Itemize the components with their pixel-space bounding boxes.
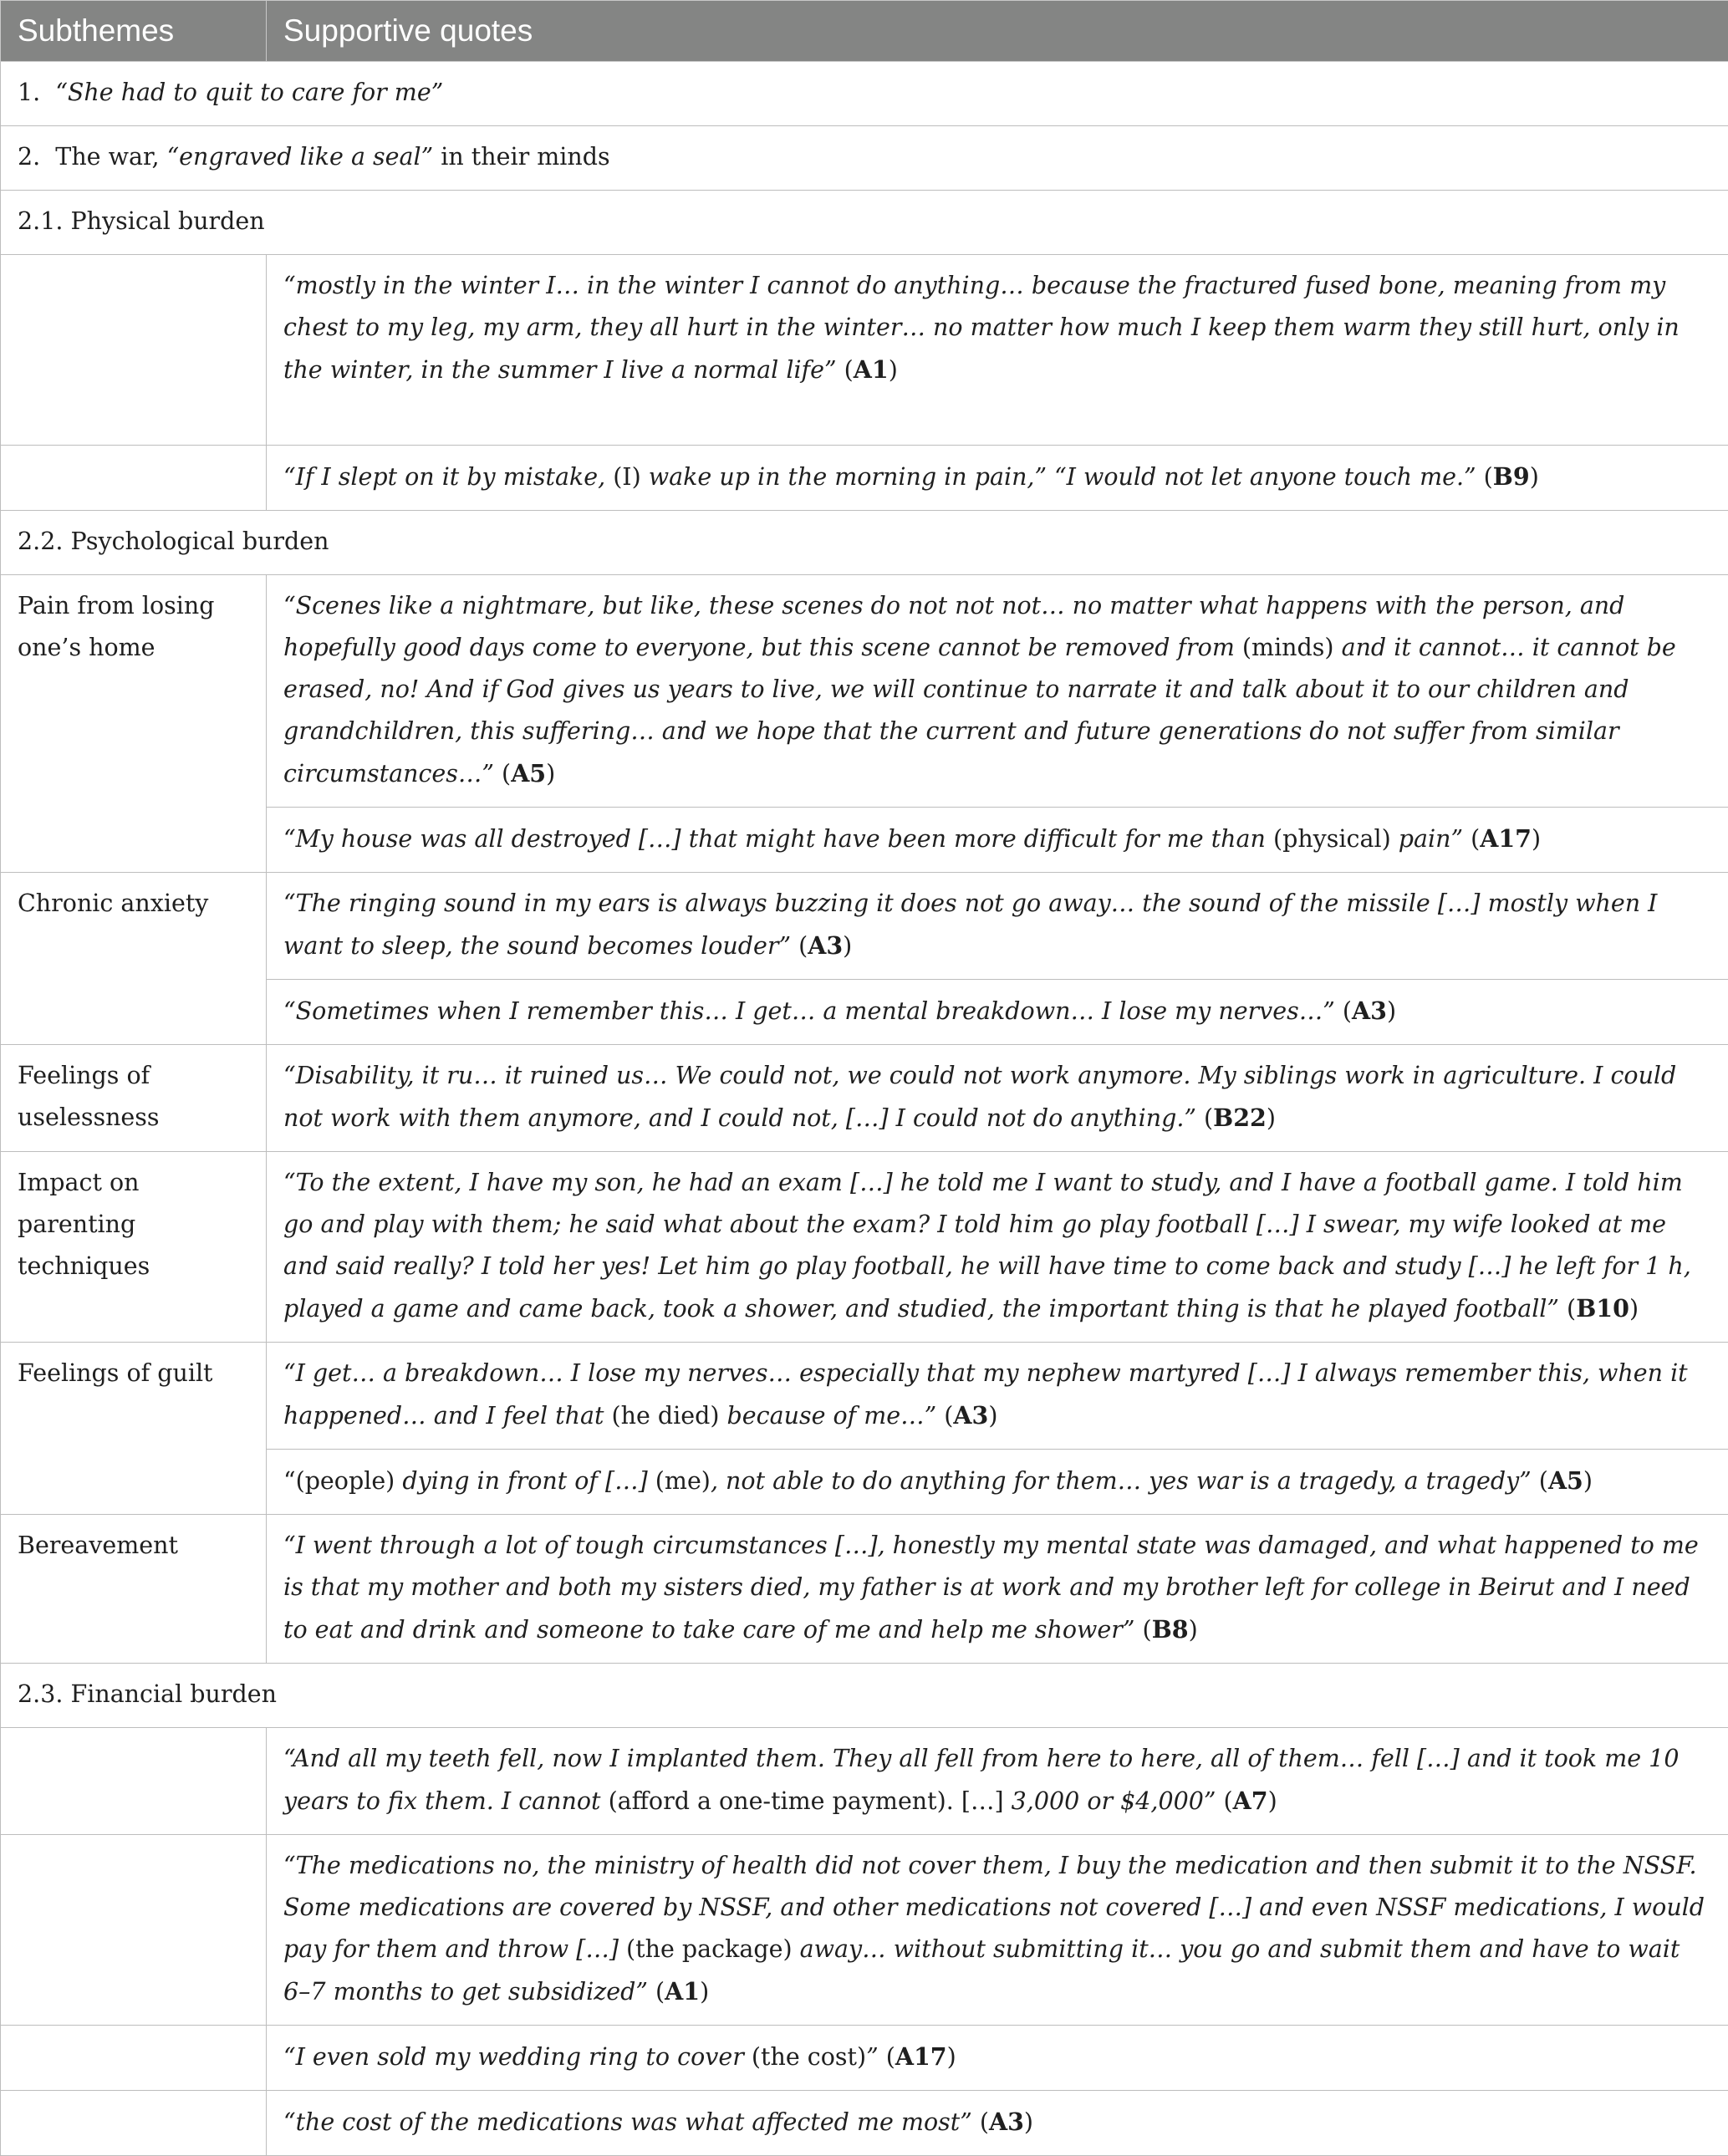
table-body [1, 62, 1728, 2156]
subtheme-cell: Pain from losing one’s home [1, 575, 267, 873]
quote-cell: “The medications no, the ministry of health did not cover them, I buy the medication and then submit it to the NSSF. Some medications are covered by NSSF, and other medications not covered […] and even NSSF medications, I would pay for them and throw […] (the package) away… without submitting it… you go and submit them and have to wait 6–7 months to get subsidized” (A1) [267, 1835, 1728, 2026]
table-row [1, 2026, 1728, 2091]
subtheme-cell: Feelings of guilt [1, 1343, 267, 1515]
table-row [1, 873, 1728, 980]
quote-cell: “Sometimes when I remember this… I get… a mental breakdown… I lose my nerves…” (A3) [267, 980, 1728, 1045]
quote-cell: “Scenes like a nightmare, but like, these scenes do not not not… no matter what happens with the person, and hopefully good days come to everyone, but this scene cannot be removed from (minds) and it cannot… it cannot be erased, no! And if God gives us years to live, we will continue to narrate it and talk about it to our children and grandchildren, this suffering… and we hope that the current and future generations do not suffer from similar circumstances…” (A5) [267, 575, 1728, 808]
theme-heading-cell: 1. “She had to quit to care for me” [1, 62, 1728, 126]
table-row [1, 1835, 1728, 2026]
table-row [1, 1515, 1728, 1664]
table-row [1, 1343, 1728, 1450]
subtheme-cell: Feelings of uselessness [1, 1045, 267, 1152]
quote-cell: “If I slept on it by mistake, (I) wake up in the morning in pain,” “I would not let anyone touch me.” (B9) [267, 446, 1728, 511]
subtheme-cell [1, 1835, 267, 2026]
quote-cell: “I went through a lot of tough circumstances […], honestly my mental state was damaged, and what happened to me is that my mother and both my sisters died, my father is at work and my brother left for college in Beirut and I need to eat and drink and someone to take care of me and help me shower” (B8) [267, 1515, 1728, 1664]
subtheme-cell [1, 446, 267, 511]
quote-cell: “mostly in the winter I… in the winter I cannot do anything… because the fractured fused bone, meaning from my chest to my leg, my arm, they all hurt in the winter… no matter how much I keep them warm they still hurt, only in the winter, in the summer I live a normal life” (A1) [267, 255, 1728, 446]
theme-heading-cell: 2.2. Psychological burden [1, 511, 1728, 575]
quote-cell: “the cost of the medications was what affected me most” (A3) [267, 2091, 1728, 2156]
subtheme-cell: Impact on parenting techniques [1, 1152, 267, 1343]
table-row [1, 1728, 1728, 1835]
table-header-row [1, 1, 1728, 62]
quote-cell: “The ringing sound in my ears is always buzzing it does not go away… the sound of the missile […] mostly when I want to sleep, the sound becomes louder” (A3) [267, 873, 1728, 980]
theme-heading-cell: 2.3. Financial burden [1, 1664, 1728, 1728]
theme-heading-cell: 2.1. Physical burden [1, 191, 1728, 255]
table-row [1, 191, 1728, 255]
quote-cell: “To the extent, I have my son, he had an exam […] he told me I want to study, and I have a football game. I told him go and play with them; he said what about the exam? I told him go play football […] I swear, my wife looked at me and said really? I told her yes! Let him go play football, he will have time to come back and study […] he left for 1 h, played a game and came back, took a shower, and studied, the important thing is that he played football” (B10) [267, 1152, 1728, 1343]
quote-cell: “I get… a breakdown… I lose my nerves… especially that my nephew martyred […] I always remember this, when it happened… and I feel that (he died) because of me…” (A3) [267, 1343, 1728, 1450]
table-row [1, 1664, 1728, 1728]
quote-cell: “I even sold my wedding ring to cover (the cost)” (A17) [267, 2026, 1728, 2091]
subtheme-cell [1, 255, 267, 446]
quote-cell: “(people) dying in front of […] (me), not able to do anything for them… yes war is a tragedy, a tragedy” (A5) [267, 1450, 1728, 1515]
quote-cell: “And all my teeth fell, now I implanted them. They all fell from here to here, all of them… fell […] and it took me 10 years to fix them. I cannot (afford a one-time payment). […] 3,000 or $4,000” (A7) [267, 1728, 1728, 1835]
table-row [1, 2091, 1728, 2156]
subtheme-cell [1, 1728, 267, 1835]
table-row [1, 575, 1728, 808]
table-row [1, 126, 1728, 191]
subtheme-cell: Bereavement [1, 1515, 267, 1664]
table-row [1, 1152, 1728, 1343]
subtheme-cell [1, 2026, 267, 2091]
header-subthemes: Subthemes [1, 1, 267, 62]
theme-heading-cell: 2. The war, “engraved like a seal” in their minds [1, 126, 1728, 191]
table-row [1, 62, 1728, 126]
subtheme-cell: Chronic anxiety [1, 873, 267, 1045]
table-row [1, 511, 1728, 575]
subtheme-cell [1, 2091, 267, 2156]
table-row [1, 255, 1728, 446]
table-row [1, 446, 1728, 511]
quote-cell: “Disability, it ru… it ruined us… We could not, we could not work anymore. My siblings work in agriculture. I could not work with them anymore, and I could not, […] I could not do anything.” (B22) [267, 1045, 1728, 1152]
table-row [1, 1045, 1728, 1152]
header-supportive-quotes: Supportive quotes [267, 1, 1728, 62]
quote-cell: “My house was all destroyed […] that might have been more difficult for me than (physical) pain” (A17) [267, 808, 1728, 873]
